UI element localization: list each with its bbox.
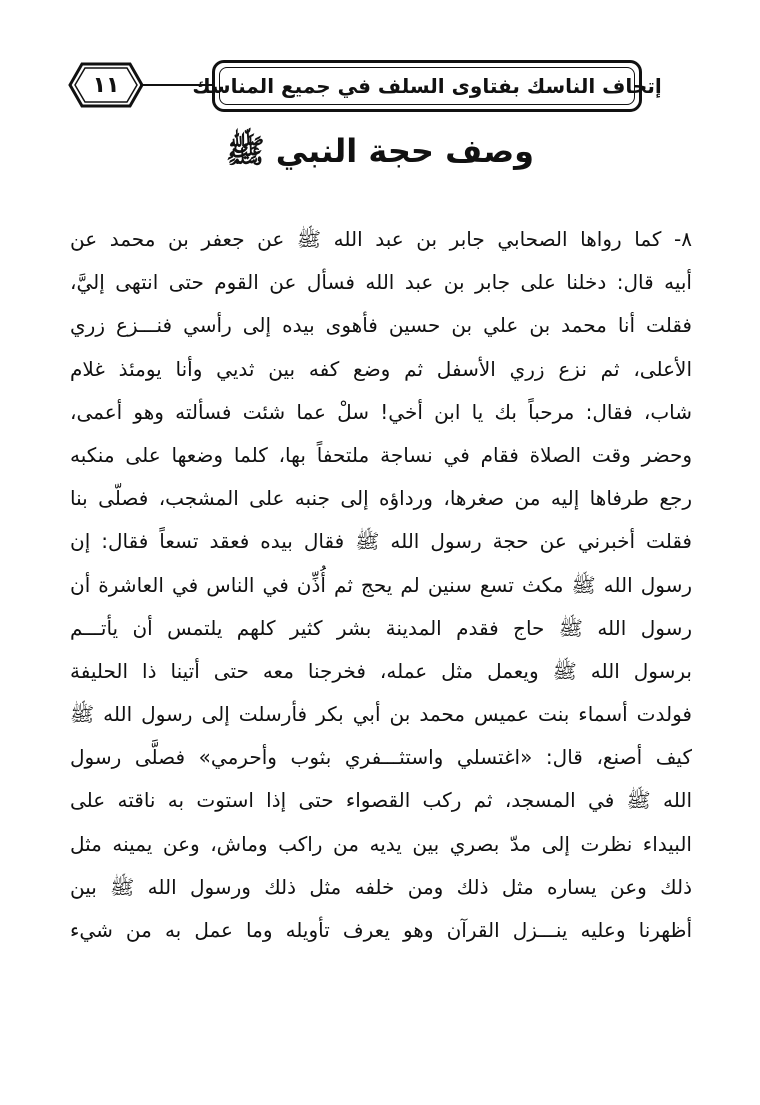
text-line: أظهرنا وعليه ينـــزل القرآن وهو يعرف تأويله وما عمل به من شيء [70, 918, 692, 942]
text-line: فقلت أخبرني عن حجة رسول الله ﷺ فقال بيده فعقد تسعاً فقال: إن [70, 529, 692, 554]
text-line: كيف أصنع، قال: «اغتسلي واستثـــفري بثوب وأحرمي» فصلَّى رسول [70, 745, 692, 770]
text-line: شاب، فقال: مرحباً بك يا ابن أخي! سلْ عما شئت فسألته وهو أعمى، [70, 399, 692, 424]
text-line: البيداء نظرت إلى مدّ بصري بين يديه من راكب وماش، وعن يمينه مثل [70, 831, 692, 856]
text-line: رسول الله ﷺ مكث تسع سنين لم يحج ثم أُذِّن في الناس في العاشرة أن [70, 572, 692, 597]
running-header [192, 60, 662, 112]
text-line: برسول الله ﷺ ويعمل مثل عمله، فخرجنا معه حتى أتينا ذا الحليفة [70, 658, 692, 683]
text-line: ٨- كما رواها الصحابي جابر بن عبد الله ﷺ عن جعفر بن محمد عن [70, 227, 692, 251]
text-line: الأعلى، ثم نزع زري الأسفل ثم وضع كفه بين ثديي وأنا يومئذ غلام [70, 356, 692, 381]
text-line: الله ﷺ في المسجد، ثم ركب القصواء حتى إذا استوت به ناقته على [70, 788, 692, 813]
page-number-box [68, 62, 144, 108]
text-line: فولدت أسماء بنت عميس محمد بن أبي بكر فأرسلت إلى رسول الله ﷺ [70, 702, 692, 727]
text-line: وحضر وقت الصلاة فقام في نساجة ملتحفاً بها، كلما وضعها على منكبه [70, 442, 692, 467]
text-line: فقلت أنا محمد بن علي بن حسين فأهوى بيده إلى رأسي فنـــزع زري [70, 313, 692, 338]
text-line: رسول الله ﷺ حاج فقدم المدينة بشر كثير كلهم يلتمس أن يأتـــم [70, 615, 692, 640]
text-line: أبيه قال: دخلنا على جابر بن عبد الله فسأل عن القوم حتى انتهى إليَّ، [70, 270, 692, 295]
book-title: إتحاف الناسك بفتاوى السلف في جميع المناسك [192, 74, 662, 98]
section-title: وصف حجة النبي ﷺ [225, 132, 534, 170]
body-text [70, 218, 692, 952]
text-line: ذلك وعن يساره مثل ذلك ومن خلفه مثل ذلك ورسول الله ﷺ بين [70, 874, 692, 899]
page-number: ١١ [92, 72, 120, 98]
text-line: رجع طرفاها إليه من صغرها، ورداؤه إلى جنبه على المشجب، فصلّى بنا [70, 486, 692, 511]
